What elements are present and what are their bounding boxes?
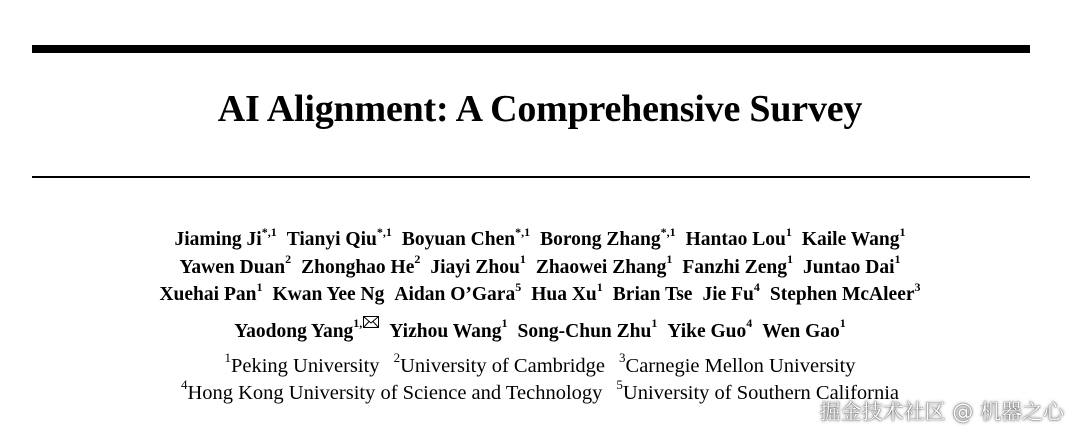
author <box>682 252 793 278</box>
author-affiliation-marker: 1 <box>651 316 658 330</box>
author <box>159 279 263 305</box>
affiliation-name: University of Southern California <box>622 382 900 404</box>
author-name: Zhaowei Zhang <box>535 256 667 278</box>
author <box>702 279 760 305</box>
author-affiliation-marker: 1 <box>596 279 603 294</box>
author <box>535 252 673 278</box>
author <box>394 279 522 305</box>
watermark: 掘金技术社区 @ 机器之心 <box>819 400 1064 424</box>
author-affiliation-marker: 1 <box>785 224 792 239</box>
author <box>272 284 384 305</box>
author-affiliation-marker: 1 <box>894 252 901 266</box>
affiliation-number: 2 <box>393 350 401 366</box>
author-name: Brian Tse <box>612 284 693 305</box>
author-affiliation-marker: 1 <box>666 252 673 266</box>
author-name: Stephen McAleer <box>769 284 915 305</box>
affiliation <box>619 350 856 377</box>
author-affiliation-marker: 1 <box>519 252 526 266</box>
affiliation-name: Hong Kong University of Science and Technology <box>187 382 603 404</box>
author <box>667 316 753 342</box>
author-list <box>0 224 1080 342</box>
author-name: Jiaming Ji <box>174 229 262 250</box>
author-name: Fanzhi Zeng <box>682 256 787 278</box>
author-name: Tianyi Qiu <box>286 229 377 250</box>
author <box>430 252 526 278</box>
author-name: Yizhou Wang <box>389 320 502 342</box>
author-name: Zhonghao He <box>301 256 415 278</box>
author-name: Song-Chun Zhu <box>517 320 652 342</box>
author <box>401 224 531 250</box>
affiliation <box>180 377 603 404</box>
author-name: Wen Gao <box>762 320 840 342</box>
affiliation-name: Peking University <box>230 355 380 377</box>
top-rule <box>32 45 1030 53</box>
author <box>517 316 658 342</box>
affiliation-name: University of Cambridge <box>400 355 606 377</box>
author-name: Xuehai Pan <box>159 284 257 305</box>
author-name: Yawen Duan <box>179 256 286 278</box>
author <box>685 224 792 250</box>
author-affiliation-marker: 1, <box>353 316 363 330</box>
author-name: Kaile Wang <box>801 229 900 250</box>
author-line <box>0 281 1080 309</box>
paper-title: AI Alignment: A Comprehensive Survey <box>217 88 863 130</box>
author <box>234 316 379 342</box>
author <box>179 252 292 278</box>
author-affiliation-marker: 1 <box>786 252 793 266</box>
author-line <box>0 226 1080 254</box>
author-name: Boyuan Chen <box>401 229 516 250</box>
author-name: Borong Zhang <box>540 229 661 250</box>
author-name: Juntao Dai <box>802 256 895 278</box>
author-affiliation-marker: *,1 <box>515 224 531 239</box>
author <box>540 224 676 250</box>
affiliation-number: 1 <box>224 350 231 366</box>
affiliation-line <box>0 350 1080 380</box>
author <box>769 279 921 305</box>
author-affiliation-marker: 2 <box>285 252 292 266</box>
author <box>531 279 603 305</box>
author <box>801 224 906 250</box>
author-name: Jie Fu <box>702 284 754 305</box>
author <box>389 316 508 342</box>
author-name: Kwan Yee Ng <box>272 284 385 305</box>
author-line <box>0 309 1080 342</box>
title-rule <box>32 176 1030 178</box>
author <box>802 252 901 278</box>
author-affiliation-marker: *,1 <box>261 224 277 239</box>
author <box>613 284 693 305</box>
author-name: Hua Xu <box>531 284 597 305</box>
author-name: Jiayi Zhou <box>430 256 520 278</box>
affiliation-number: 3 <box>619 350 626 366</box>
author-affiliation-marker: 1 <box>501 316 508 330</box>
author <box>301 252 421 278</box>
author-affiliation-marker: 4 <box>746 316 753 330</box>
author-affiliation-marker: 1 <box>839 316 846 330</box>
affiliation-number: 5 <box>616 377 623 393</box>
author-affiliation-marker: *,1 <box>376 224 392 239</box>
author-affiliation-marker: 4 <box>753 279 760 294</box>
author <box>286 224 392 250</box>
envelope-icon <box>363 309 379 321</box>
affiliation <box>224 350 380 377</box>
author-affiliation-marker: 3 <box>914 279 921 294</box>
author-affiliation-marker: 1 <box>256 279 263 294</box>
author-affiliation-marker: 5 <box>515 279 522 294</box>
author-affiliation-marker: 1 <box>899 224 906 239</box>
affiliation <box>393 350 606 377</box>
affiliation-name: Carnegie Mellon University <box>625 355 856 377</box>
author-affiliation-marker: 2 <box>414 252 421 266</box>
author <box>174 224 277 250</box>
author <box>762 316 846 342</box>
author-name: Yaodong Yang <box>234 320 354 342</box>
author-affiliation-marker: *,1 <box>660 224 676 239</box>
author-name: Hantao Lou <box>685 229 786 250</box>
affiliation-number: 4 <box>180 377 188 393</box>
author-name: Aidan O’Gara <box>394 284 516 305</box>
author-name: Yike Guo <box>667 320 747 342</box>
author-line <box>0 254 1080 282</box>
